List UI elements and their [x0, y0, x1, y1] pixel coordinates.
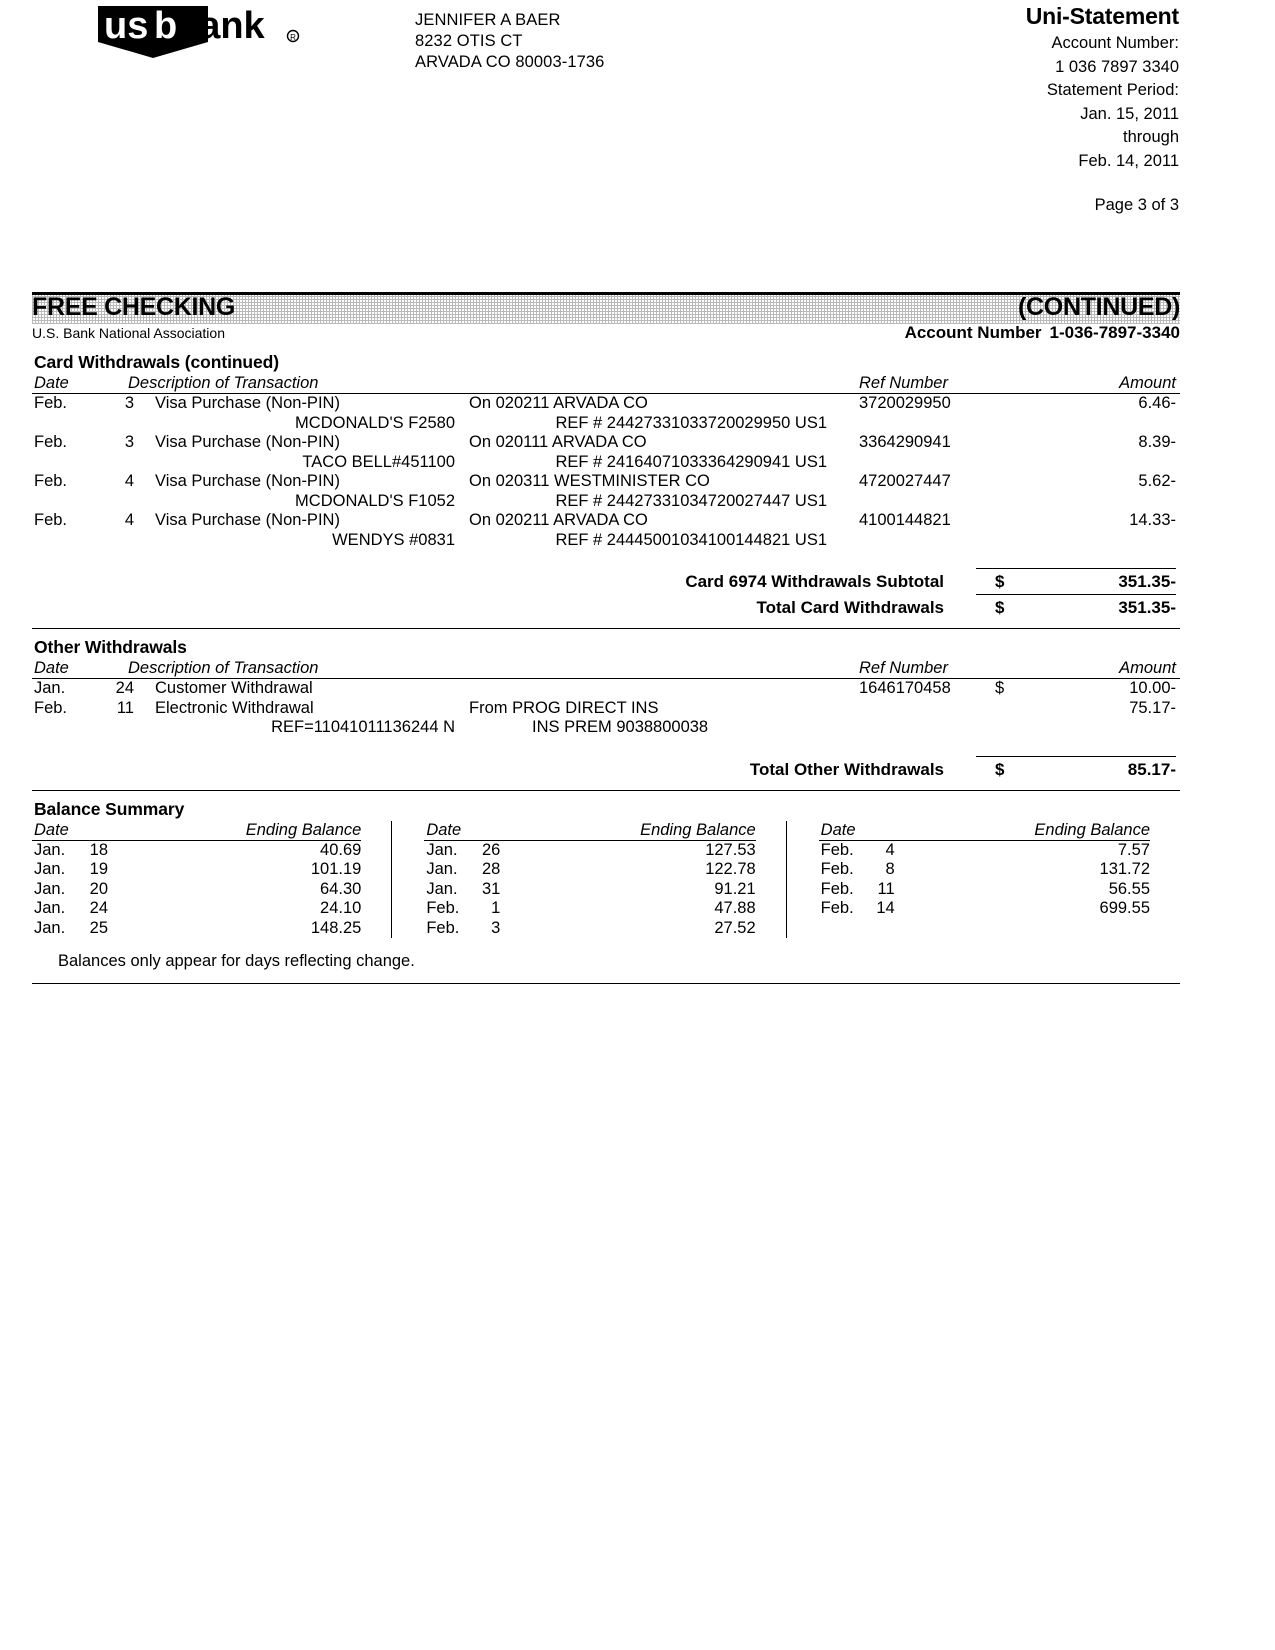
balance-value: 64.30	[320, 879, 362, 898]
row-description: Customer Withdrawal	[155, 679, 313, 697]
statement-period-through: through	[1123, 128, 1179, 146]
list-item	[819, 860, 1150, 880]
balance-summary-note: Balances only appear for days reflecting change.	[58, 952, 415, 970]
balance-month: Feb.	[426, 899, 460, 917]
balance-day: 20	[89, 879, 108, 898]
other-withdrawals-title: Other Withdrawals	[34, 637, 187, 657]
card-withdrawals-title: Card Withdrawals (continued)	[34, 352, 279, 372]
row-ref-line: REF # 24164071033364290941 US1	[555, 452, 827, 471]
list-item	[32, 899, 361, 919]
balance-month: Feb.	[820, 860, 854, 878]
row-location: On 020211 ARVADA CO	[469, 394, 648, 412]
balance-month: Jan.	[426, 860, 458, 878]
balance-value: 699.55	[1099, 899, 1150, 917]
list-item	[32, 841, 361, 861]
total-currency: $	[995, 759, 1005, 779]
row-description: Visa Purchase (Non-PIN)	[155, 511, 340, 529]
row-amount: 6.46-	[1138, 394, 1176, 412]
list-item	[819, 841, 1150, 861]
balance-day: 1	[491, 899, 501, 917]
row-month: Feb.	[34, 472, 68, 490]
table-row-detail	[32, 531, 1180, 551]
table-row-detail	[32, 453, 1180, 473]
balance-day: 3	[491, 918, 501, 937]
other-withdrawals-column-headers	[32, 659, 1180, 679]
row-month: Feb.	[34, 511, 68, 529]
column-header-date: Date	[34, 374, 69, 392]
page-header	[0, 0, 1275, 240]
row-description: Visa Purchase (Non-PIN)	[155, 394, 340, 412]
balance-month: Jan.	[34, 879, 66, 898]
list-item	[819, 899, 1150, 919]
row-day: 4	[124, 511, 134, 529]
row-day: 11	[116, 698, 134, 717]
balance-month: Jan.	[34, 860, 66, 878]
card-withdrawals-section	[32, 352, 1180, 629]
total-amount: 85.17-	[1127, 759, 1176, 779]
column-header-date: Date	[34, 659, 69, 677]
balance-column-headers	[819, 821, 1150, 841]
balance-summary-group-3	[786, 821, 1180, 939]
balance-value: 40.69	[320, 840, 362, 859]
customer-city-state-zip: ARVADA CO 80003-1736	[415, 53, 605, 71]
balance-day: 28	[481, 860, 501, 878]
total-amount: 351.35-	[1118, 598, 1176, 617]
svg-text:b: b	[154, 5, 178, 47]
table-row-detail	[32, 492, 1180, 512]
account-number-value: 1 036 7897 3340	[1055, 57, 1179, 76]
balance-month: Jan.	[426, 879, 458, 898]
subtotal-amount: 351.35-	[1118, 572, 1176, 591]
row-day: 3	[124, 394, 134, 412]
balance-month: Jan.	[34, 840, 66, 859]
row-amount: 14.33-	[1129, 511, 1176, 529]
row-amount: 75.17-	[1129, 698, 1176, 717]
account-banner-bar	[32, 292, 1180, 324]
row-location: On 020311 WESTMINISTER CO	[469, 472, 710, 490]
column-header-description: Description of Transaction	[128, 374, 319, 392]
account-banner	[32, 292, 1180, 347]
section-divider	[32, 790, 1180, 791]
balance-value: 91.21	[714, 879, 756, 898]
subtotal-label: Card 6974 Withdrawals Subtotal	[685, 572, 944, 591]
row-day: 24	[115, 679, 134, 697]
column-header-date: Date	[34, 820, 69, 839]
list-item	[424, 841, 755, 861]
balance-value: 27.52	[714, 918, 756, 937]
column-header-amount: Amount	[1119, 374, 1176, 392]
row-merchant: MCDONALD'S F1052	[295, 491, 455, 510]
card-withdrawals-subtotal	[32, 568, 1180, 594]
row-merchant: MCDONALD'S F2580	[295, 413, 455, 432]
usbank-logo	[96, 4, 316, 59]
other-withdrawals-rows	[32, 679, 1180, 738]
row-ref-line: REF=11041011136244 N	[271, 718, 455, 736]
table-row	[32, 433, 1180, 453]
statement-period-start: Jan. 15, 2011	[1080, 104, 1179, 123]
table-row	[32, 679, 1180, 699]
total-rule	[976, 756, 1176, 757]
balance-summary-section	[32, 799, 1180, 985]
banner-account-number	[905, 323, 1180, 343]
total-currency: $	[995, 598, 1005, 617]
statement-period-end: Feb. 14, 2011	[1078, 151, 1179, 170]
row-ref-number: 4100144821	[859, 511, 951, 529]
card-withdrawals-column-headers	[32, 374, 1180, 394]
balance-month: Jan.	[34, 899, 66, 917]
bank-entity-name: U.S. Bank National Association	[32, 325, 225, 341]
balance-value: 148.25	[310, 918, 362, 937]
list-item	[424, 860, 755, 880]
page-bottom-divider	[32, 983, 1180, 984]
total-rule	[976, 594, 1176, 595]
subtotal-currency: $	[995, 572, 1005, 591]
statement-title: Uni-Statement	[1025, 3, 1179, 29]
table-row	[32, 511, 1180, 531]
total-label: Total Other Withdrawals	[749, 759, 944, 779]
row-ref-line: REF # 24427331033720029950 US1	[555, 413, 827, 432]
list-item	[32, 919, 361, 939]
row-ref-line: REF # 24445001034100144821 US1	[555, 530, 827, 549]
account-type-title: FREE CHECKING	[32, 293, 236, 321]
row-amount: 10.00-	[1129, 679, 1176, 697]
row-detail-sub: INS PREM 9038800038	[532, 718, 709, 736]
row-description: Visa Purchase (Non-PIN)	[155, 472, 340, 490]
row-day: 3	[124, 433, 134, 451]
list-item	[424, 919, 755, 939]
row-ref-line: REF # 24427331034720027447 US1	[555, 491, 827, 510]
row-ref-number: 3364290941	[859, 433, 951, 451]
row-description: Visa Purchase (Non-PIN)	[155, 433, 340, 451]
row-merchant: WENDYS #0831	[332, 530, 455, 549]
balance-month: Feb.	[820, 899, 854, 917]
balance-value: 7.57	[1117, 840, 1150, 859]
column-header-description: Description of Transaction	[128, 659, 319, 677]
balance-column-headers	[424, 821, 755, 841]
banner-account-number-label: Account Number	[904, 323, 1042, 342]
list-item	[424, 899, 755, 919]
balance-summary-group-2	[391, 821, 785, 939]
row-month: Feb.	[34, 433, 68, 451]
statement-body	[32, 352, 1180, 984]
row-currency: $	[995, 679, 1005, 697]
column-header-date: Date	[820, 820, 856, 839]
svg-text:bank: bank	[176, 5, 265, 47]
row-day: 4	[124, 472, 134, 490]
balance-value: 47.88	[714, 899, 756, 917]
balance-day: 26	[481, 840, 501, 859]
list-item	[819, 880, 1150, 900]
statement-period-label: Statement Period:	[1046, 81, 1179, 99]
row-amount: 8.39-	[1138, 433, 1176, 451]
account-banner-subheader	[32, 325, 1180, 347]
row-description: Electronic Withdrawal	[155, 698, 314, 717]
svg-text:us: us	[104, 5, 149, 47]
page-indicator: Page 3 of 3	[1094, 196, 1179, 214]
list-item	[32, 860, 361, 880]
balance-day: 25	[89, 918, 108, 937]
balance-day: 14	[876, 899, 895, 917]
statement-info-block	[1026, 2, 1179, 173]
balance-summary-group-1	[32, 821, 391, 939]
card-withdrawals-total	[32, 594, 1180, 620]
svg-text:R: R	[290, 33, 296, 42]
other-withdrawals-section	[32, 637, 1180, 791]
customer-name: JENNIFER A BAER	[415, 11, 561, 29]
row-location: On 020211 ARVADA CO	[469, 511, 648, 529]
subtotal-rule	[976, 568, 1176, 569]
other-withdrawals-total	[32, 756, 1180, 782]
balance-value: 131.72	[1099, 860, 1150, 878]
row-ref-number: 3720029950	[859, 394, 951, 412]
table-row	[32, 394, 1180, 414]
balance-day: 18	[89, 840, 108, 859]
customer-address-block	[415, 10, 604, 73]
balance-value: 127.53	[705, 840, 756, 859]
balance-day: 24	[89, 899, 108, 917]
customer-street: 8232 OTIS CT	[415, 32, 523, 50]
balance-summary-title: Balance Summary	[34, 798, 185, 819]
table-row	[32, 472, 1180, 492]
section-divider	[32, 628, 1180, 629]
row-ref-number: 4720027447	[859, 472, 951, 490]
column-header-date: Date	[426, 820, 462, 839]
balance-day: 8	[885, 860, 895, 878]
column-header-ending-balance: Ending Balance	[640, 820, 756, 839]
card-withdrawals-rows	[32, 394, 1180, 550]
balance-month: Jan.	[426, 840, 458, 859]
table-row	[32, 699, 1180, 719]
row-month: Jan.	[34, 679, 66, 697]
balance-day: 11	[877, 879, 895, 898]
balance-month: Jan.	[34, 918, 66, 937]
balance-day: 19	[89, 860, 108, 878]
balance-month: Feb.	[820, 840, 854, 859]
column-header-ending-balance: Ending Balance	[1034, 820, 1150, 839]
balance-value: 101.19	[310, 860, 362, 878]
column-header-ending-balance: Ending Balance	[245, 820, 362, 839]
row-merchant: TACO BELL#451100	[302, 452, 455, 471]
balance-month: Feb.	[820, 879, 854, 898]
column-header-ref-number: Ref Number	[859, 659, 948, 677]
table-row-detail	[32, 718, 1180, 738]
balance-value: 122.78	[705, 860, 756, 878]
banner-account-number-value: 1-036-7897-3340	[1049, 323, 1180, 342]
row-month: Feb.	[34, 698, 68, 717]
total-label: Total Card Withdrawals	[756, 598, 944, 617]
balance-summary-columns	[32, 821, 1180, 939]
balance-day: 4	[885, 840, 895, 859]
table-row-detail	[32, 414, 1180, 434]
row-amount: 5.62-	[1138, 472, 1176, 490]
account-number-label: Account Number:	[1051, 34, 1179, 52]
list-item	[32, 880, 361, 900]
balance-month: Feb.	[426, 918, 460, 937]
balance-column-headers	[32, 821, 361, 841]
continued-label: (CONTINUED)	[1018, 293, 1180, 321]
balance-day: 31	[481, 879, 501, 898]
column-header-amount: Amount	[1119, 659, 1176, 677]
balance-value: 24.10	[320, 899, 362, 917]
column-header-ref-number: Ref Number	[859, 374, 948, 392]
row-ref-number: 1646170458	[859, 679, 951, 697]
row-detail: From PROG DIRECT INS	[469, 698, 659, 717]
row-month: Feb.	[34, 394, 68, 412]
list-item	[424, 880, 755, 900]
row-location: On 020111 ARVADA CO	[469, 433, 647, 451]
balance-value: 56.55	[1108, 879, 1150, 898]
